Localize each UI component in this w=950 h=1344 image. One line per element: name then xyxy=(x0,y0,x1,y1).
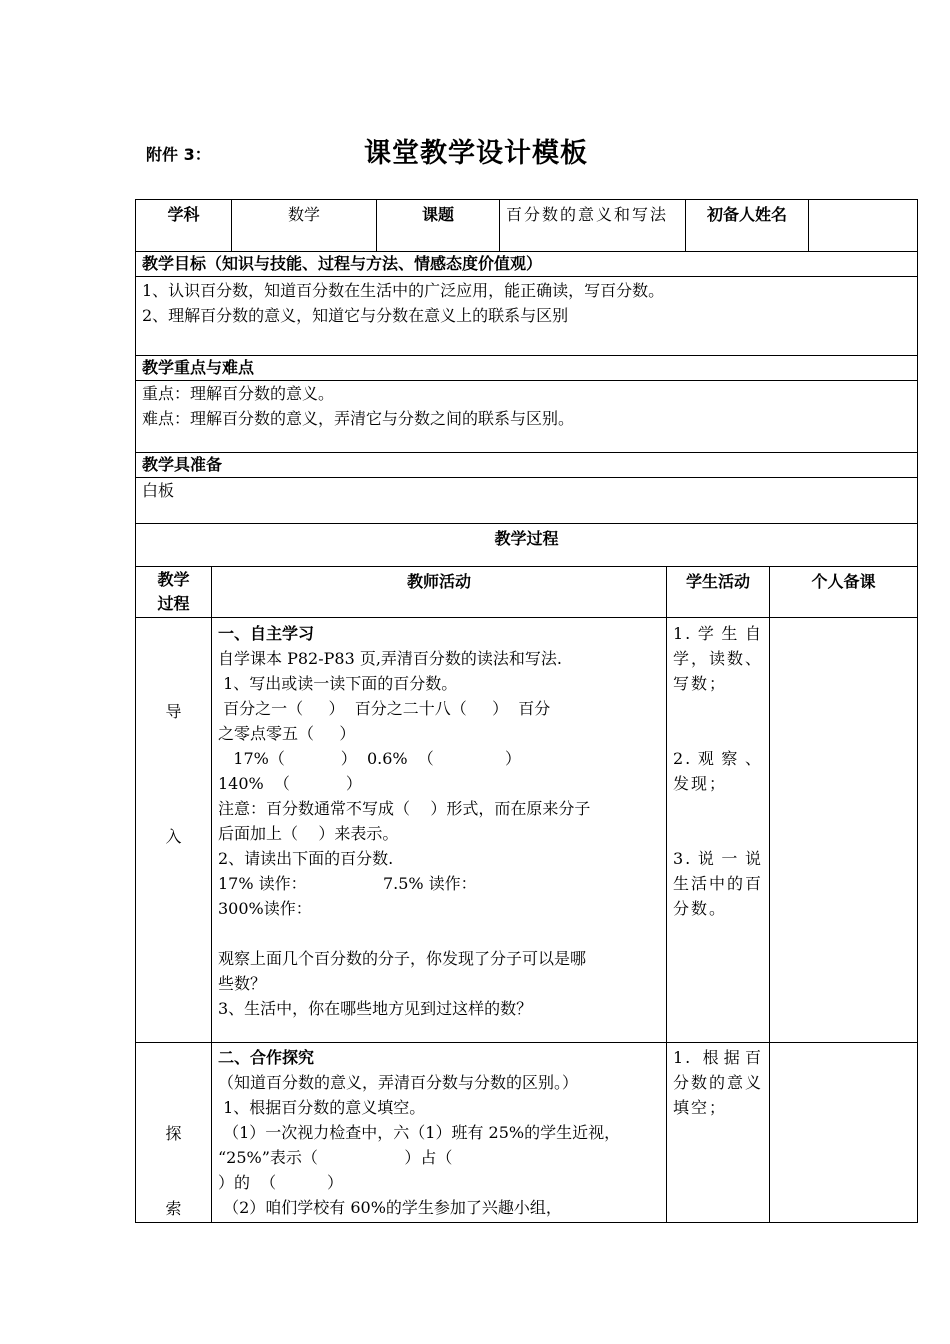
process-column-header-row xyxy=(136,566,917,617)
subject-value: 数学 xyxy=(231,200,376,251)
activity-line: “25%”表示（ ）占（ xyxy=(218,1148,453,1167)
process-heading: 教学过程 xyxy=(494,529,559,548)
materials-content: 白板 xyxy=(142,481,175,500)
materials-heading-row xyxy=(136,452,917,477)
objectives-heading-row xyxy=(136,251,917,276)
materials-heading: 教学具准备 xyxy=(142,455,223,474)
teacher-activity-intro xyxy=(211,618,666,1042)
activity-line: 300%读作： xyxy=(218,899,312,918)
student-item: 3.说一说生活中的百分数。 xyxy=(673,849,764,918)
col-teacher-header: 教师活动 xyxy=(211,567,666,617)
activity-line: 些数？ xyxy=(218,974,267,993)
keypoints-row xyxy=(136,380,917,452)
objectives-content xyxy=(136,277,917,355)
stage-char: 索 xyxy=(165,1199,182,1218)
activity-line: 1、写出或读一读下面的百分数。 xyxy=(218,674,458,693)
section-title: 一、自主学习 xyxy=(218,624,315,643)
student-item: 1. 根据百分数的意义填空； xyxy=(673,1048,764,1117)
student-item: 1.学生自学，读数、写数； xyxy=(673,624,764,693)
student-item: 2.观察、发现； xyxy=(673,749,763,793)
activity-line: 后面加上（ ）来表示。 xyxy=(218,824,399,843)
activity-line: 1、根据百分数的意义填空。 xyxy=(218,1098,426,1117)
col-stage-header: 教学过程 xyxy=(157,570,190,613)
activity-line: ）的 （ ） xyxy=(218,1173,344,1192)
keypoints-content xyxy=(136,381,917,452)
keypoints-heading-row xyxy=(136,355,917,380)
activity-line: 2、请读出下面的百分数. xyxy=(218,849,394,868)
activity-line: 观察上面几个百分数的分子，你发现了分子可以是哪 xyxy=(218,949,587,968)
activity-line: （1）一次视力检查中，六（1）班有 25%的学生近视， xyxy=(218,1123,621,1142)
stage-row-intro xyxy=(136,617,917,1042)
materials-row xyxy=(136,477,917,523)
activity-line: 17%（ ） 0.6% （ ） xyxy=(218,749,521,768)
topic-label: 课题 xyxy=(376,200,499,251)
stage-char: 导 xyxy=(165,702,182,721)
activity-line: （知道百分数的意义，弄清百分数与分数的区别。） xyxy=(218,1073,579,1092)
page-title: 课堂教学设计模板 xyxy=(364,138,588,169)
student-activity-explore xyxy=(666,1043,769,1222)
preparer-value xyxy=(808,200,917,251)
activity-line: 140% （ ） xyxy=(218,774,362,793)
activity-line: 百分之一（ ） 百分之二十八（ ） 百分 xyxy=(218,699,551,718)
personal-notes-explore xyxy=(769,1043,917,1222)
stage-label-intro xyxy=(136,618,211,1042)
col-personal-header: 个人备课 xyxy=(769,567,917,617)
stage-row-explore xyxy=(136,1042,917,1222)
objective-item: 1、认识百分数，知道百分数在生活中的广泛应用，能正确读，写百分数。 xyxy=(142,281,665,300)
stage-label-explore xyxy=(136,1043,211,1222)
topic-value: 百分数的意义和写法 xyxy=(499,200,685,251)
activity-line xyxy=(218,921,660,946)
info-row xyxy=(136,200,917,251)
section-title: 二、合作探究 xyxy=(218,1048,315,1067)
attachment-label: 附件 3： xyxy=(146,145,211,164)
subject-label: 学科 xyxy=(167,205,200,224)
teacher-activity-explore xyxy=(211,1043,666,1222)
activity-line: （2）咱们学校有 60%的学生参加了兴趣小组， xyxy=(218,1198,562,1217)
activity-line: 之零点零五（ ） xyxy=(218,724,356,743)
objective-item: 2、理解百分数的意义，知道它与分数在意义上的联系与区别 xyxy=(142,306,569,325)
keypoint-item: 难点：理解百分数的意义，弄清它与分数之间的联系与区别。 xyxy=(142,409,575,428)
keypoint-item: 重点：理解百分数的意义。 xyxy=(142,384,335,403)
objectives-row xyxy=(136,276,917,355)
lesson-plan-table xyxy=(135,199,918,1223)
student-activity-intro xyxy=(666,618,769,1042)
preparer-label: 初备人姓名 xyxy=(685,200,808,251)
col-student-header: 学生活动 xyxy=(666,567,769,617)
activity-line: 17% 读作： 7.5% 读作： xyxy=(218,874,477,893)
activity-line: 注意：百分数通常不写成（ ）形式，而在原来分子 xyxy=(218,799,591,818)
keypoints-heading: 教学重点与难点 xyxy=(142,358,255,377)
process-heading-row xyxy=(136,523,917,566)
stage-char: 入 xyxy=(165,827,182,846)
activity-line: 3、生活中，你在哪些地方见到过这样的数？ xyxy=(218,999,533,1018)
personal-notes-intro xyxy=(769,618,917,1042)
stage-char: 探 xyxy=(165,1124,182,1143)
objectives-heading: 教学目标（知识与技能、过程与方法、情感态度价值观） xyxy=(142,254,543,273)
activity-line: 自学课本 P82-P83 页,弄清百分数的读法和写法. xyxy=(218,649,563,668)
